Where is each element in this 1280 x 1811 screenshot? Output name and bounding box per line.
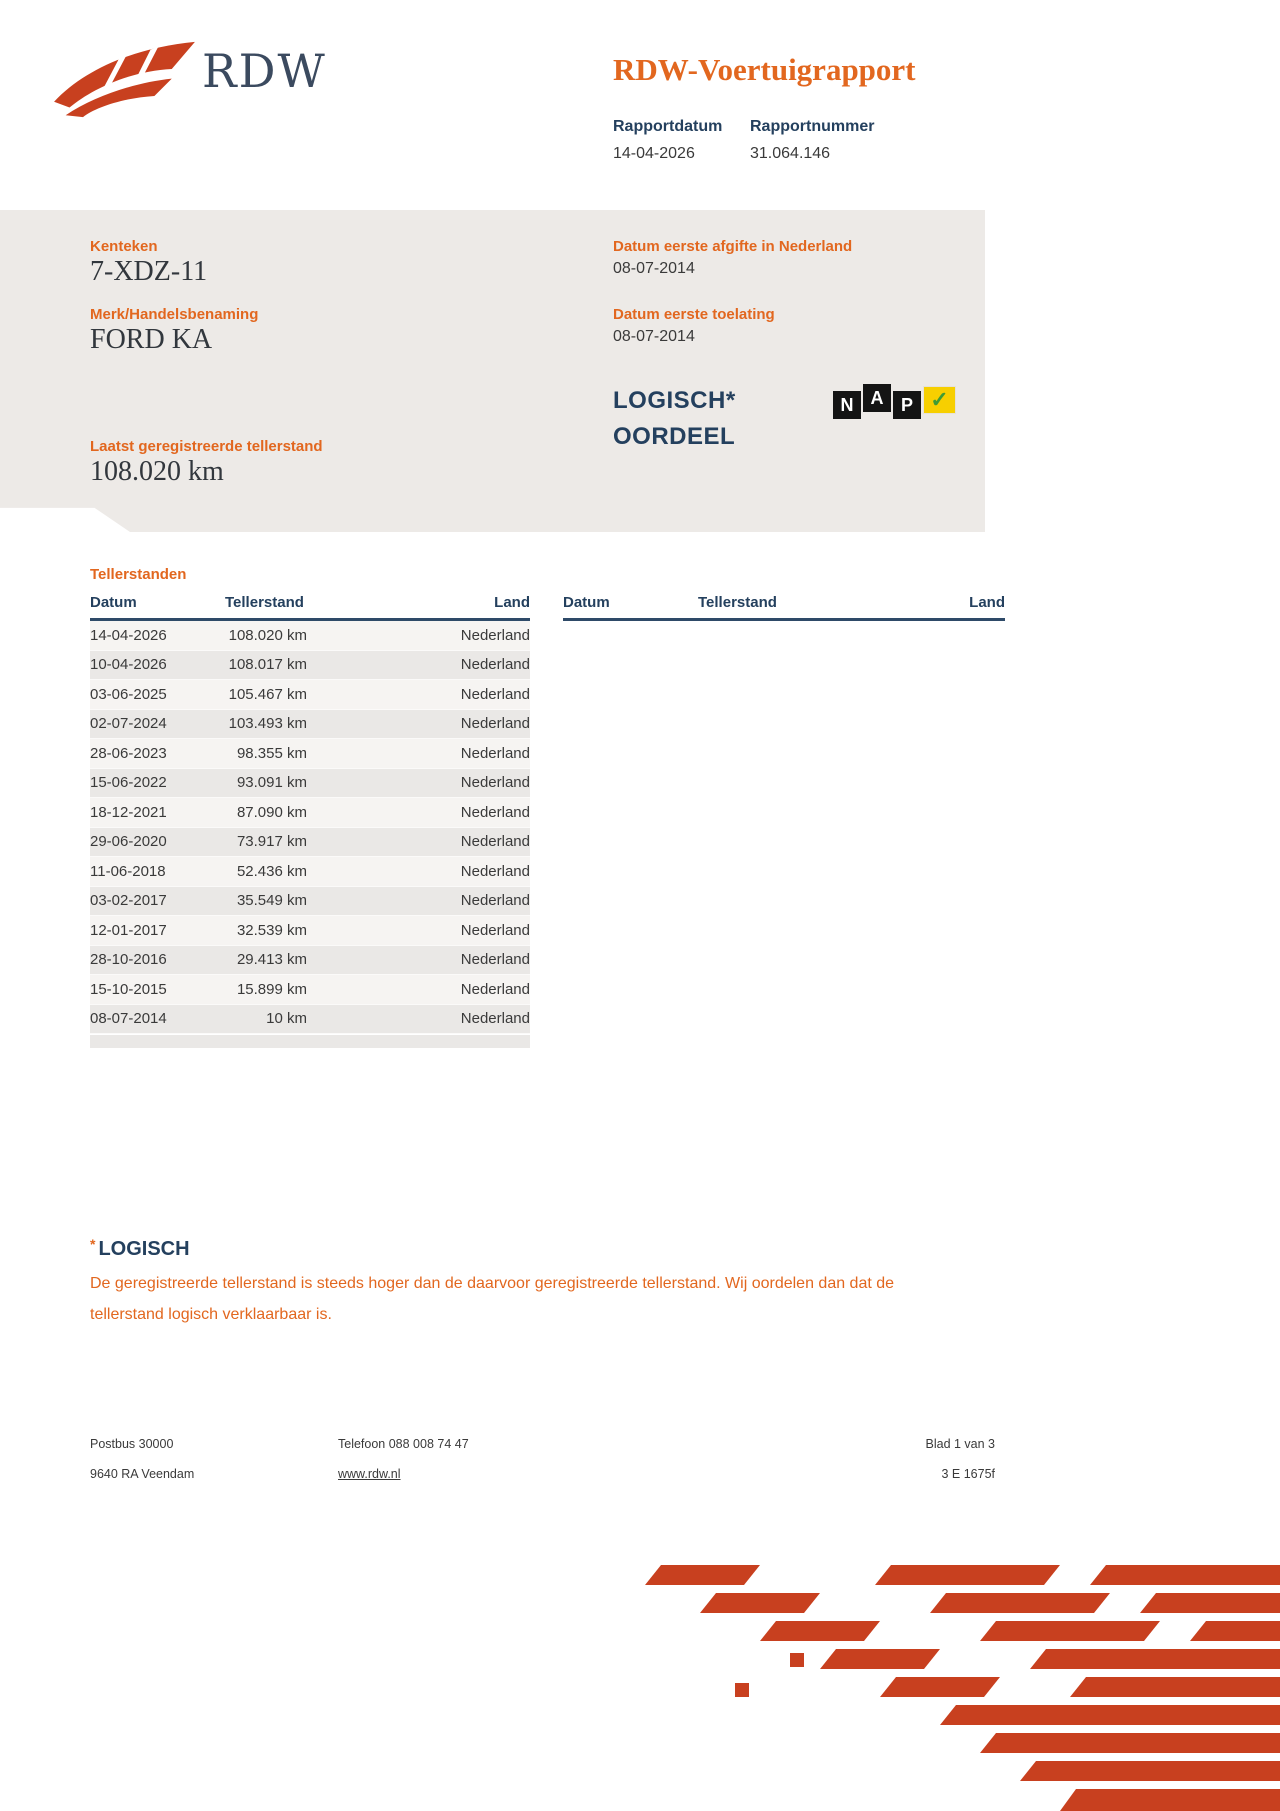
cell-land: Nederland [460, 892, 530, 910]
nap-logo [833, 384, 956, 419]
cell-land: Nederland [460, 980, 530, 998]
footer-postbus: Postbus 30000 [90, 1437, 174, 1451]
tellerstand-label: Laatst geregistreerde tellerstand [90, 438, 323, 455]
note-body: De geregistreerde tellerstand is steeds hoger dan de daarvoor geregistreerde tellerstand. Wij oordelen dan dat de tellerstand logisch verklaarbaar is. [90, 1275, 895, 1323]
eerste-toelating-value: 08-07-2014 [613, 328, 695, 345]
cell-tellerstand: 103.493 km [228, 715, 307, 733]
table-row [90, 710, 530, 740]
column-header-tellerstand: Tellerstand [698, 594, 777, 611]
cell-tellerstand: 29.413 km [236, 951, 307, 969]
note-asterisk: * [90, 1236, 96, 1252]
cell-datum: 02-07-2024 [90, 715, 167, 733]
footer-page-number: Blad 1 van 3 [925, 1437, 995, 1451]
eerste-afgifte-value: 08-07-2014 [613, 260, 695, 277]
cell-tellerstand: 108.017 km [228, 656, 307, 674]
cell-land: Nederland [460, 744, 530, 762]
merk-value: FORD KA [90, 324, 213, 355]
cell-land: Nederland [460, 685, 530, 703]
table-row [90, 828, 530, 858]
table-row [90, 916, 530, 946]
column-header-land: Land [969, 594, 1005, 611]
cell-datum: 03-02-2017 [90, 892, 167, 910]
nap-letter-n: N [833, 391, 861, 419]
cell-land: Nederland [460, 626, 530, 644]
cell-tellerstand: 35.549 km [236, 892, 307, 910]
cell-land: Nederland [460, 951, 530, 969]
note-title-text: LOGISCH [98, 1238, 190, 1260]
cell-tellerstand: 105.467 km [228, 685, 307, 703]
cell-tellerstand: 52.436 km [236, 862, 307, 880]
cell-tellerstand: 10 km [266, 1010, 307, 1028]
cell-land: Nederland [460, 1010, 530, 1028]
footer-form-code: 3 E 1675f [941, 1467, 995, 1481]
report-meta [613, 118, 874, 163]
tellerstanden-section-title: Tellerstanden [90, 566, 187, 583]
cell-land: Nederland [460, 921, 530, 939]
table-row [90, 798, 530, 828]
table-row [90, 857, 530, 887]
nap-checkmark-icon: ✓ [923, 386, 956, 414]
eerste-toelating-label: Datum eerste toelating [613, 306, 775, 323]
cell-datum: 12-01-2017 [90, 921, 167, 939]
cell-datum: 28-10-2016 [90, 951, 167, 969]
cell-datum: 03-06-2025 [90, 685, 167, 703]
table-row [90, 975, 530, 1005]
note-title [90, 1236, 190, 1261]
cell-tellerstand: 93.091 km [236, 774, 307, 792]
table-footer-strip [90, 1035, 530, 1048]
merk-label: Merk/Handelsbenaming [90, 306, 259, 323]
nap-letter-a: A [863, 384, 891, 412]
cell-datum: 15-06-2022 [90, 774, 167, 792]
cell-land: Nederland [460, 656, 530, 674]
footer-telefoon: Telefoon 088 008 74 47 [338, 1437, 469, 1451]
cell-land: Nederland [460, 862, 530, 880]
cell-land: Nederland [460, 774, 530, 792]
cell-tellerstand: 108.020 km [228, 626, 307, 644]
table-row [90, 887, 530, 917]
footer-website-link[interactable]: www.rdw.nl [338, 1467, 401, 1481]
cell-datum: 15-10-2015 [90, 980, 167, 998]
tellerstanden-table-right [563, 594, 1005, 621]
cell-datum: 29-06-2020 [90, 833, 167, 851]
column-header-tellerstand: Tellerstand [225, 594, 304, 611]
report-date-label: Rapportdatum [613, 118, 723, 135]
cell-tellerstand: 98.355 km [236, 744, 307, 762]
cell-tellerstand: 32.539 km [236, 921, 307, 939]
cell-datum: 28-06-2023 [90, 744, 167, 762]
eerste-afgifte-label: Datum eerste afgifte in Nederland [613, 238, 853, 255]
cell-datum: 18-12-2021 [90, 803, 167, 821]
table-row [90, 621, 530, 651]
footer-plaats: 9640 RA Veendam [90, 1467, 195, 1481]
page-title: RDW-Voertuigrapport [613, 52, 916, 87]
oordeel-heading [613, 383, 736, 455]
cell-tellerstand: 87.090 km [236, 803, 307, 821]
table-header-row [90, 594, 530, 621]
kenteken-label: Kenteken [90, 238, 158, 255]
cell-datum: 14-04-2026 [90, 626, 167, 644]
rdw-logo-wordmark: RDW [202, 44, 327, 98]
nap-letter-p: P [893, 391, 921, 419]
cell-tellerstand: 15.899 km [236, 980, 307, 998]
cell-datum: 11-06-2018 [90, 862, 166, 880]
table-body [90, 621, 530, 1034]
column-header-land: Land [494, 594, 530, 611]
footer-graphic [640, 1561, 1280, 1811]
tellerstanden-table-left [90, 594, 530, 1048]
oordeel-line1: LOGISCH* [613, 387, 736, 414]
oordeel-line2: OORDEEL [613, 423, 736, 450]
kenteken-value: 7-XDZ-11 [90, 256, 208, 287]
table-row [90, 1005, 530, 1035]
rdw-logo-swoosh-icon [52, 40, 197, 122]
column-header-datum: Datum [563, 594, 610, 611]
table-row [90, 680, 530, 710]
report-date-value: 14-04-2026 [613, 145, 695, 162]
table-row [90, 651, 530, 681]
table-row [90, 769, 530, 799]
table-header-row [563, 594, 1005, 621]
column-header-datum: Datum [90, 594, 137, 611]
cell-land: Nederland [460, 833, 530, 851]
cell-tellerstand: 73.917 km [236, 833, 307, 851]
table-row [90, 739, 530, 769]
cell-datum: 10-04-2026 [90, 656, 167, 674]
cell-land: Nederland [460, 803, 530, 821]
report-number-label: Rapportnummer [750, 118, 875, 135]
cell-land: Nederland [460, 715, 530, 733]
cell-datum: 08-07-2014 [90, 1010, 167, 1028]
tellerstand-value: 108.020 km [90, 456, 224, 487]
table-row [90, 946, 530, 976]
report-number-value: 31.064.146 [750, 145, 831, 162]
